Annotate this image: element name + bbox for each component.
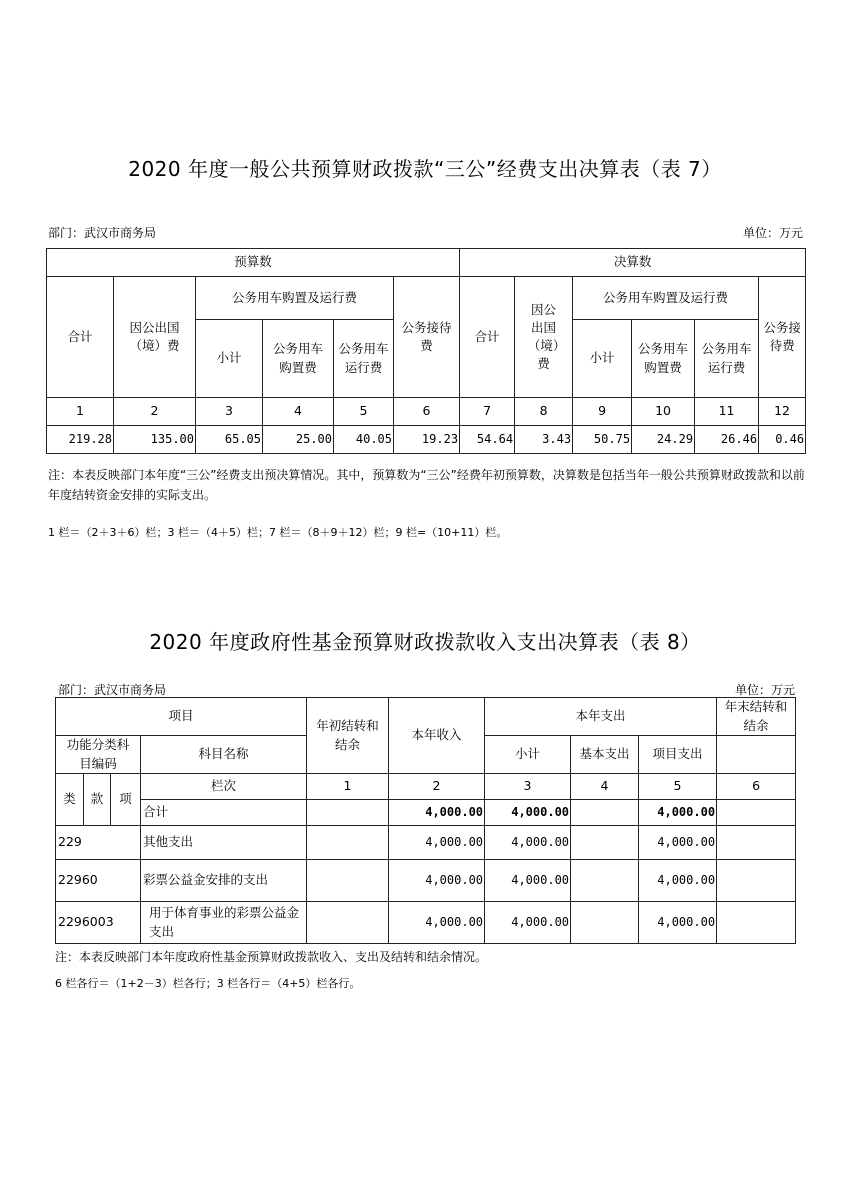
header-subtotal-final: 小计 xyxy=(573,320,632,398)
table7-department: 部门：武汉市商务局 xyxy=(48,226,157,240)
table7-note: 注：本表反映部门本年度“三公”经费支出预决算情况。其中，预算数为“三公”经费年初预算数，决算数是包括当年一般公共预算财政拨款和以前年度结转资金安排的实际支出。 xyxy=(48,468,805,502)
table8-unit: 单位：万元 xyxy=(734,683,795,697)
header-kuan: 款 xyxy=(84,774,111,826)
table8-department: 部门：武汉市商务局 xyxy=(58,683,167,697)
table8-formula: 6 栏各行＝（1+2－3）栏各行；3 栏各行＝（4+5）栏各行。 xyxy=(55,977,361,990)
row-name: 用于体育事业的彩票公益金支出 xyxy=(141,902,307,944)
table8-note: 注：本表反映部门本年度政府性基金预算财政拨款收入、支出及结转和结余情况。 xyxy=(55,950,488,964)
header-abroad-final: 因公出国（境）费 xyxy=(515,277,573,398)
row-subtotal: 4,000.00 xyxy=(485,902,571,944)
table7 xyxy=(46,248,806,454)
col-number: 6 xyxy=(717,774,796,800)
header-subtotal-budget: 小计 xyxy=(196,320,263,398)
header-total-final: 合计 xyxy=(460,277,515,398)
header-reception-budget: 公务接待费 xyxy=(394,277,460,398)
total-subtotal: 4,000.00 xyxy=(485,800,571,826)
header-basic: 基本支出 xyxy=(571,736,639,774)
col-number: 3 xyxy=(196,398,263,426)
col-number: 2 xyxy=(114,398,196,426)
row-project: 4,000.00 xyxy=(639,902,717,944)
col-number: 6 xyxy=(394,398,460,426)
total-income: 4,000.00 xyxy=(389,800,485,826)
table-row xyxy=(56,826,796,860)
header-final: 决算数 xyxy=(460,249,806,277)
col-number: 1 xyxy=(47,398,114,426)
row-code: 229 xyxy=(56,826,141,860)
col-number: 5 xyxy=(639,774,717,800)
value-cell: 50.75 xyxy=(573,426,632,454)
table7-formula: 1 栏＝（2＋3＋6）栏；3 栏＝（4＋5）栏；7 栏＝（8＋9＋12）栏；9 栏=（10+11）栏。 xyxy=(48,526,508,539)
row-code: 2296003 xyxy=(56,902,141,944)
value-cell: 0.46 xyxy=(759,426,806,454)
col-number: 7 xyxy=(460,398,515,426)
value-cell: 65.05 xyxy=(196,426,263,454)
value-cell: 26.46 xyxy=(695,426,759,454)
row-income: 4,000.00 xyxy=(389,826,485,860)
col-number: 5 xyxy=(334,398,394,426)
header-reception-final: 公务接待费 xyxy=(759,277,806,398)
table-row xyxy=(56,860,796,902)
header-func-code: 功能分类科目编码 xyxy=(56,736,141,774)
col-number: 11 xyxy=(695,398,759,426)
header-abroad-budget: 因公出国（境）费 xyxy=(114,277,196,398)
col-number: 2 xyxy=(389,774,485,800)
col-number: 4 xyxy=(263,398,334,426)
header-expense: 本年支出 xyxy=(485,698,717,736)
value-cell: 54.64 xyxy=(460,426,515,454)
header-carry-end: 年末结转和结余 xyxy=(717,698,796,736)
row-name: 其他支出 xyxy=(141,826,307,860)
header-lei: 类 xyxy=(56,774,84,826)
header-income: 本年收入 xyxy=(389,698,485,774)
header-project: 项目支出 xyxy=(639,736,717,774)
header-car-final: 公务用车购置及运行费 xyxy=(573,277,759,320)
header-car-run-final: 公务用车运行费 xyxy=(695,320,759,398)
table8-title: 2020 年度政府性基金预算财政拨款收入支出决算表（表 8） xyxy=(149,630,701,654)
table-row xyxy=(56,902,796,944)
header-car-buy-budget: 公务用车购置费 xyxy=(263,320,334,398)
row-subtotal: 4,000.00 xyxy=(485,826,571,860)
row-income: 4,000.00 xyxy=(389,860,485,902)
total-project: 4,000.00 xyxy=(639,800,717,826)
value-cell: 24.29 xyxy=(632,426,695,454)
row-code: 22960 xyxy=(56,860,141,902)
header-subject: 科目名称 xyxy=(141,736,307,774)
value-cell: 135.00 xyxy=(114,426,196,454)
col-number: 1 xyxy=(307,774,389,800)
col-number: 10 xyxy=(632,398,695,426)
table8 xyxy=(55,697,796,944)
value-cell: 219.28 xyxy=(47,426,114,454)
header-budget: 预算数 xyxy=(47,249,460,277)
col-number: 12 xyxy=(759,398,806,426)
header-lanci: 栏次 xyxy=(141,774,307,800)
header-car-budget: 公务用车购置及运行费 xyxy=(196,277,394,320)
header-carry-begin: 年初结转和结余 xyxy=(307,698,389,774)
row-project: 4,000.00 xyxy=(639,860,717,902)
total-label: 合计 xyxy=(141,800,307,826)
header-subtotal: 小计 xyxy=(485,736,571,774)
header-total-budget: 合计 xyxy=(47,277,114,398)
value-cell: 40.05 xyxy=(334,426,394,454)
value-cell: 25.00 xyxy=(263,426,334,454)
col-number: 9 xyxy=(573,398,632,426)
col-number: 8 xyxy=(515,398,573,426)
row-name: 彩票公益金安排的支出 xyxy=(141,860,307,902)
header-car-buy-final: 公务用车购置费 xyxy=(632,320,695,398)
header-item: 项目 xyxy=(56,698,307,736)
table7-unit: 单位：万元 xyxy=(742,226,803,240)
col-number: 4 xyxy=(571,774,639,800)
table7-title: 2020 年度一般公共预算财政拨款“三公”经费支出决算表（表 7） xyxy=(128,157,722,181)
col-number: 3 xyxy=(485,774,571,800)
value-cell: 19.23 xyxy=(394,426,460,454)
header-xiang: 项 xyxy=(111,774,141,826)
row-subtotal: 4,000.00 xyxy=(485,860,571,902)
row-project: 4,000.00 xyxy=(639,826,717,860)
value-cell: 3.43 xyxy=(515,426,573,454)
header-car-run-budget: 公务用车运行费 xyxy=(334,320,394,398)
row-income: 4,000.00 xyxy=(389,902,485,944)
